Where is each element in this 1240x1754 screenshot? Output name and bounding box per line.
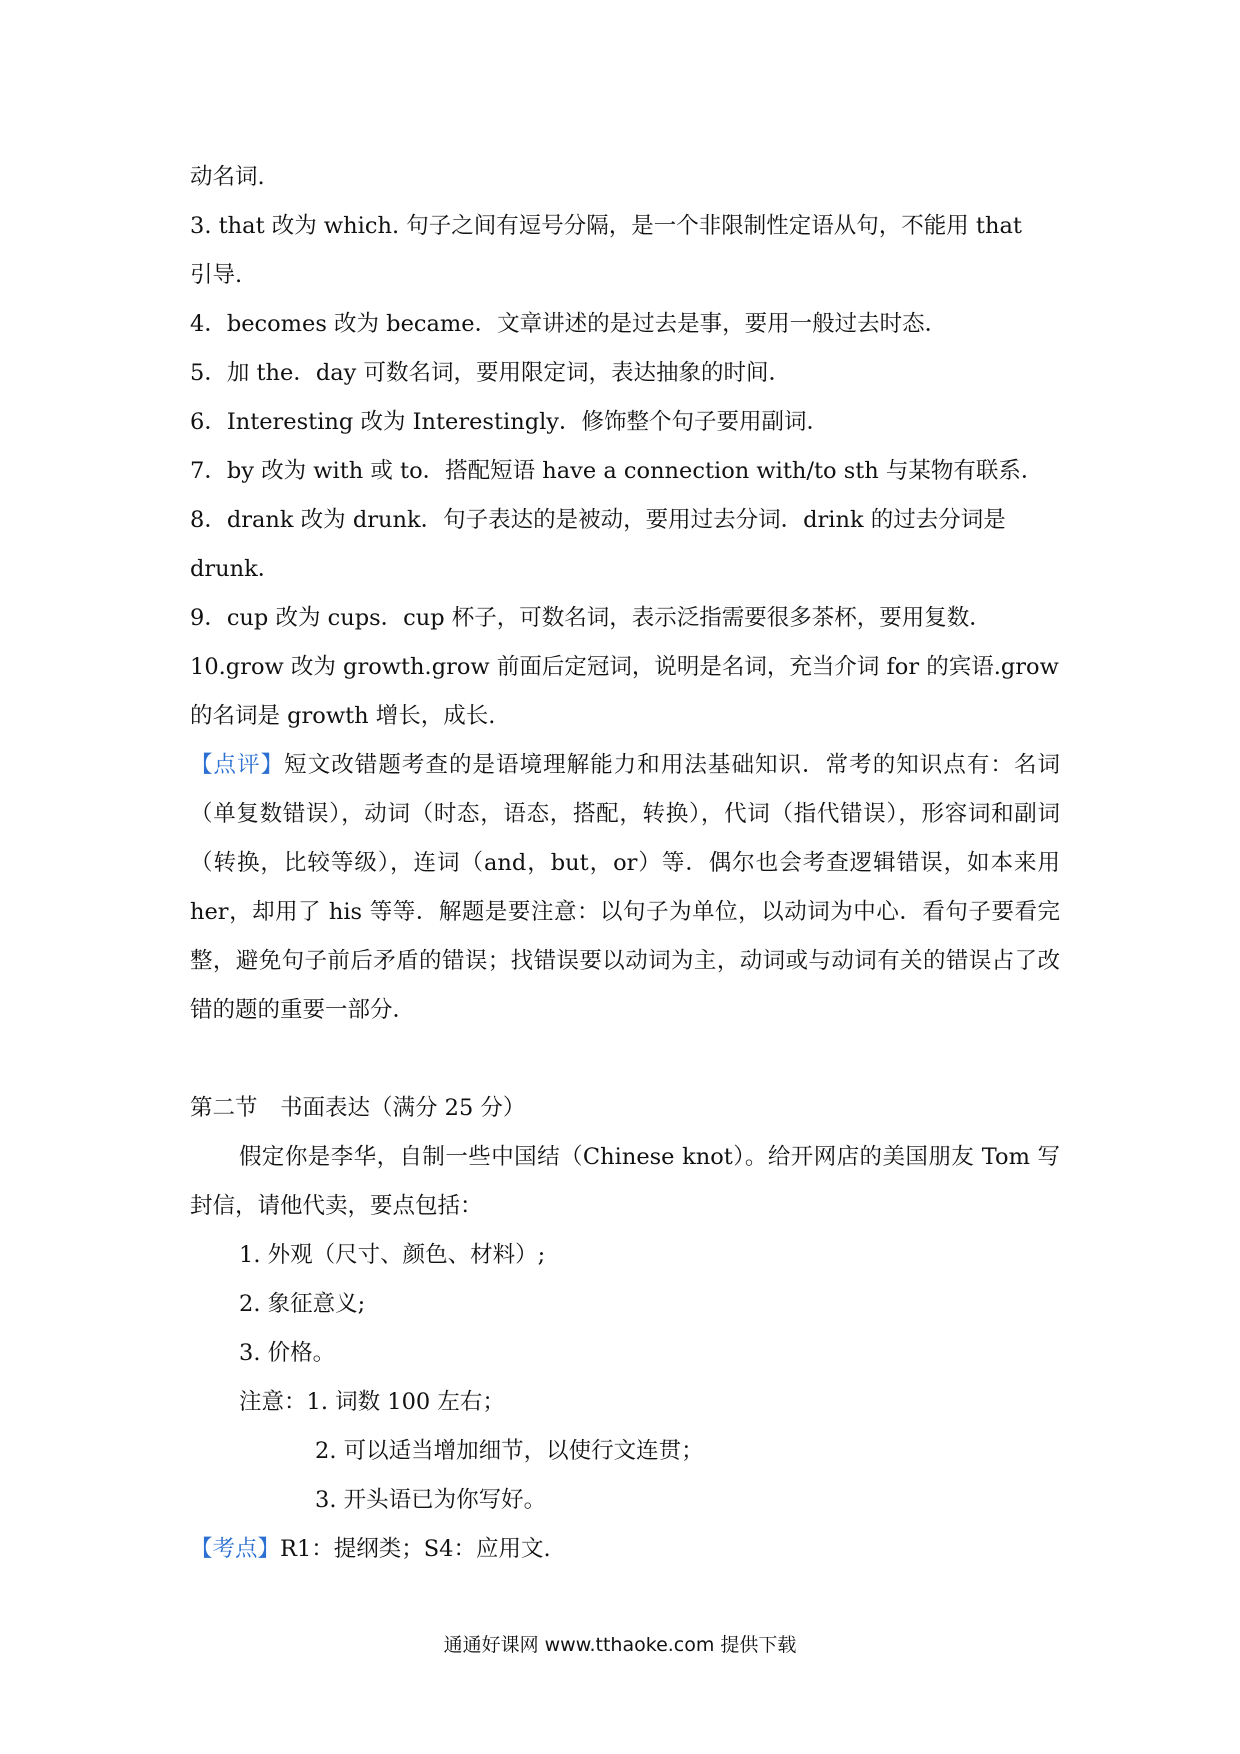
answer-line: drunk． xyxy=(190,556,281,582)
answer-line: 动名词. xyxy=(190,164,265,190)
comment-text: 短文改错题考查的是语境理解能力和用法基础知识．常考的知识点有：名词（单复数错误），动词（时态，语态，搭配，转换），代词（指代错误），形容词和副词（转换，比较等级），连词（and，but，or）等．偶尔也会考查逻辑错误，如本来用 her，却用了 his 等等．解题是要注意：以句子为单位，以动词为中心．看句子要看完整，避免句子前后矛盾的错误；找错误要以动词为主，动词或与动词有关的错误占了改错的题的重要一部分． xyxy=(190,752,1060,1023)
answer-line: 的名词是 growth 增长，成长. xyxy=(190,703,496,729)
task-point: 2. 象征意义; xyxy=(239,1291,366,1317)
answer-line: 8．drank 改为 drunk．句子表达的是被动，要用过去分词．drink 的过去分词是 xyxy=(190,507,1006,533)
answer-line: 引导. xyxy=(190,262,243,288)
kaodian-text: R1：提纲类；S4：应用文. xyxy=(280,1536,551,1562)
answer-line: 3. that 改为 which. 句子之间有逗号分隔，是一个非限制性定语从句，不能用 that xyxy=(190,213,1022,239)
document-body xyxy=(190,153,1060,1574)
note-line: 注意：1. 词数 100 左右； xyxy=(239,1389,505,1415)
task-point: 3. 价格。 xyxy=(239,1340,336,1366)
section-heading: 第二节 书面表达（满分 25 分） xyxy=(190,1095,526,1121)
answer-line: 5．加 the．day 可数名词，要用限定词，表达抽象的时间． xyxy=(190,360,791,386)
note-line: 2. 可以适当增加细节，以使行文连贯； xyxy=(315,1438,704,1464)
task-paragraph: 假定你是李华，自制一些中国结（Chinese knot）。给开网店的美国朋友 Tom 写封信，请他代卖，要点包括： xyxy=(190,1144,1060,1219)
comment-paragraph xyxy=(190,741,1060,1035)
page-footer: 通通好课网 www.tthaoke.com 提供下载 xyxy=(443,1634,797,1656)
answer-line: 10.grow 改为 growth.grow 前面后定冠词，说明是名词，充当介词 for 的宾语.grow xyxy=(190,654,1059,680)
note-line: 3. 开头语已为你写好。 xyxy=(315,1487,547,1513)
answer-line: 9．cup 改为 cups．cup 杯子，可数名词，表示泛指需要很多茶杯，要用复数． xyxy=(190,605,992,631)
answer-line: 6．Interesting 改为 Interestingly．修饰整个句子要用副词． xyxy=(190,409,829,435)
answer-line: 7．by 改为 with 或 to．搭配短语 have a connection with/to sth 与某物有联系． xyxy=(190,458,1044,484)
answer-line: 4．becomes 改为 became．文章讲述的是过去是事，要用一般过去时态． xyxy=(190,311,948,337)
kaodian-line xyxy=(190,1525,1060,1574)
spacer xyxy=(190,1035,1060,1084)
comment-label: 【点评】 xyxy=(190,752,285,778)
task-point: 1. 外观（尺寸、颜色、材料）; xyxy=(239,1242,546,1268)
kaodian-label: 【考点】 xyxy=(190,1536,281,1562)
